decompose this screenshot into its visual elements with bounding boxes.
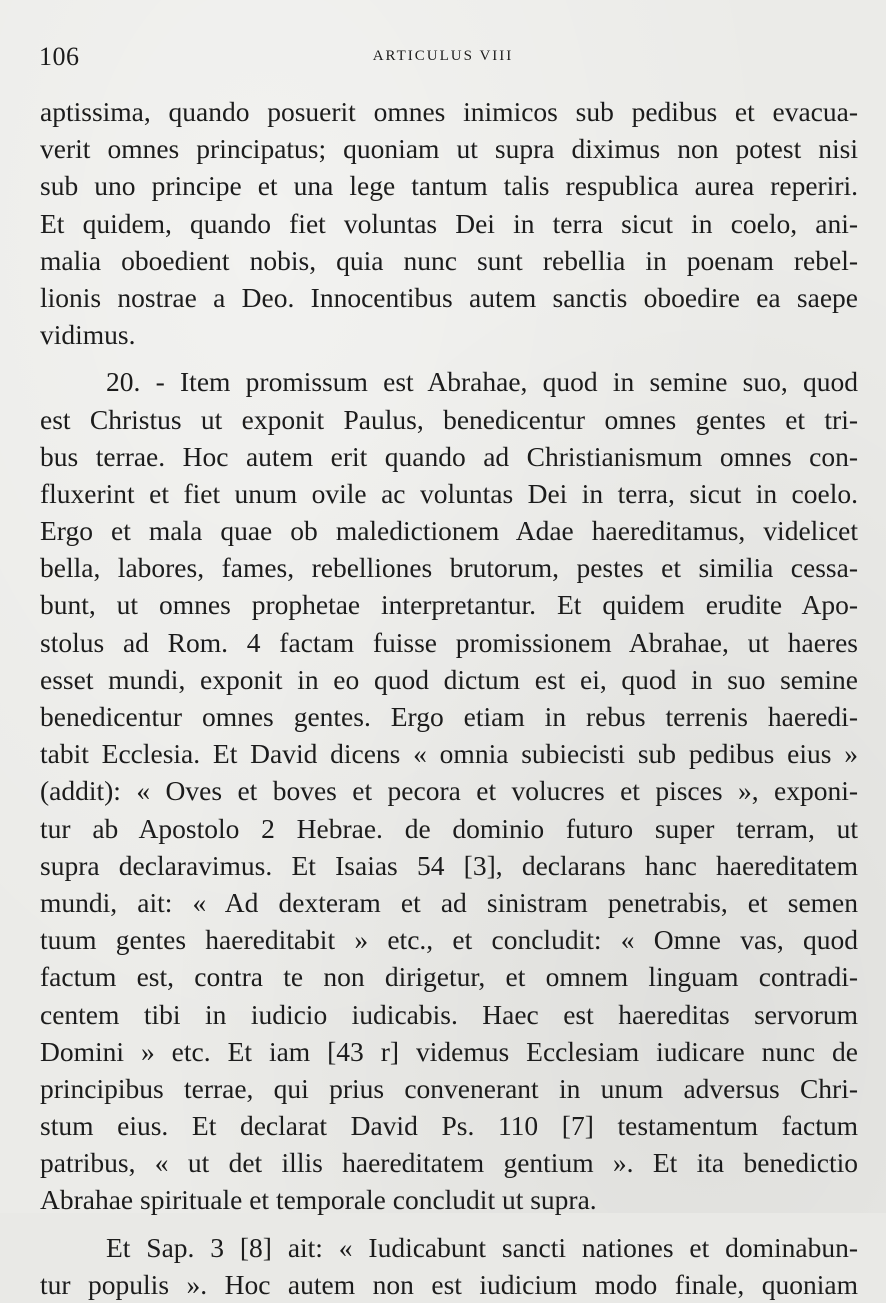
paragraph [40, 1229, 858, 1303]
text-line: factum est, contra te non dirigetur, et omnem linguam contradi- [40, 961, 858, 993]
text-line: mundi, ait: « Ad dexteram et ad sinistram penetrabis, et semen [40, 886, 858, 918]
page-number: 106 [39, 42, 80, 71]
paragraph-gap [40, 353, 858, 363]
text-line: bunt, ut omnes prophetae interpretantur. Et quidem erudite Apo- [40, 589, 858, 621]
text-line: tuum gentes haereditabit » etc., et concludit: « Omne vas, quod [40, 924, 858, 956]
text-line: bus terrae. Hoc autem erit quando ad Christianismum omnes con- [40, 440, 858, 472]
text-line: supra declaravimus. Et Isaias 54 [3], declarans hanc haereditatem [40, 849, 858, 881]
text-line: patribus, « ut det illis haereditatem gentium ». Et ita benedictio [40, 1147, 858, 1179]
text-line: sub uno principe et una lege tantum talis respublica aurea reperiri. [40, 170, 858, 202]
text-line: fluxerint et fiet unum ovile ac voluntas Dei in terra, sicut in coelo. [40, 477, 858, 509]
text-line: tur populis ». Hoc autem non est iudicium modo finale, quoniam [40, 1268, 858, 1300]
paragraph-gap [40, 1219, 858, 1229]
text-line: tabit Ecclesia. Et David dicens « omnia subiecisti sub pedibus eius » [40, 738, 858, 770]
text-line: vidimus. [40, 319, 136, 351]
text-line: Abrahae spirituale et temporale concludit ut supra. [40, 1184, 597, 1216]
text-line: stum eius. Et declarat David Ps. 110 [7] testamentum factum [40, 1110, 858, 1142]
text-line: Domini » etc. Et iam [43 r] videmus Ecclesiam iudicare nunc de [40, 1035, 858, 1067]
text-line: benedicentur omnes gentes. Ergo etiam in rebus terrenis haeredi- [40, 701, 858, 732]
paragraph [40, 93, 858, 353]
text-line: 20. - Item promissum est Abrahae, quod in semine suo, quod [106, 366, 858, 398]
text-line: lionis nostrae a Deo. Innocentibus autem sanctis oboedire ea saepe [40, 281, 858, 313]
text-line: Et quidem, quando fiet voluntas Dei in terra sicut in coelo, ani- [40, 207, 858, 239]
text-line: Ergo et mala quae ob maledictionem Adae haereditamus, videlicet [40, 515, 858, 547]
body-text [40, 93, 858, 1303]
text-line: principibus terrae, qui prius convenerant in unum adversus Chri- [40, 1072, 858, 1104]
text-line: bella, labores, fames, rebelliones brutorum, pestes et similia cessa- [40, 552, 858, 584]
text-line: aptissima, quando posuerit omnes inimicos sub pedibus et evacua- [40, 96, 858, 127]
text-line: (addit): « Oves et boves et pecora et volucres et pisces », exponi- [40, 775, 858, 807]
text-line: est Christus ut exponit Paulus, benedicentur omnes gentes et tri- [40, 403, 858, 435]
text-line: centem tibi in iudicio iudicabis. Haec est haereditas servorum [40, 998, 858, 1030]
text-line: Et Sap. 3 [8] ait: « Iudicabunt sancti nationes et dominabun- [106, 1231, 858, 1263]
running-head: ARTICULUS VIII [372, 48, 514, 64]
text-line: tur ab Apostolo 2 Hebrae. de dominio futuro super terram, ut [40, 812, 858, 844]
text-line: verit omnes principatus; quoniam ut supra diximus non potest nisi [40, 133, 858, 165]
text-line: stolus ad Rom. 4 factam fuisse promissionem Abrahae, ut haeres [40, 626, 858, 658]
paragraph [40, 363, 858, 1218]
text-line: malia oboedient nobis, quia nunc sunt rebellia in poenam rebel- [40, 244, 858, 276]
text-line: esset mundi, exponit in eo quod dictum est ei, quod in suo semine [40, 663, 858, 695]
